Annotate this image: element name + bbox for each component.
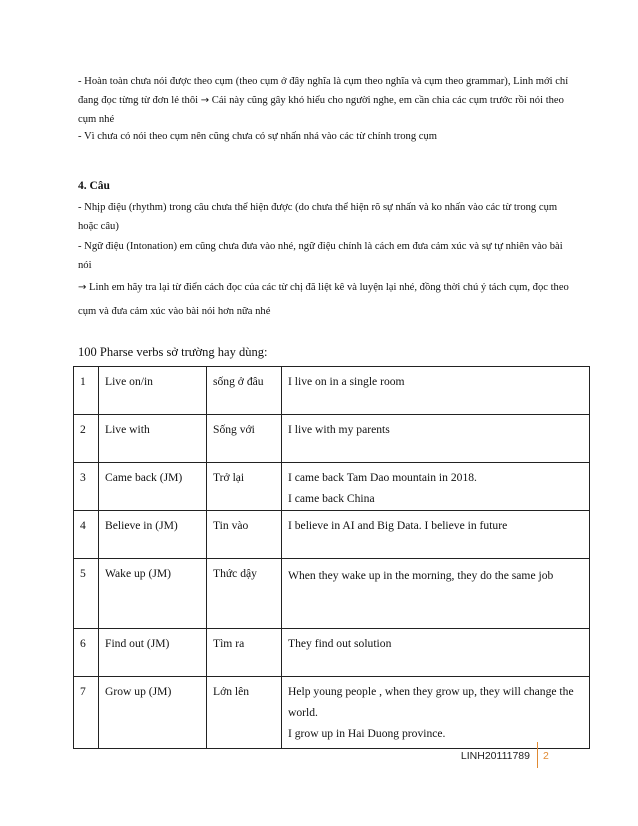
- paragraph-text: - Ngữ điệu (Intonation) em cũng chưa đưa vào nhé, ngữ điệu chính là cách em đưa cảm xúc và sự tự nhiên vào bài nói: [78, 241, 563, 271]
- phrasal-verb: Believe in (JM): [99, 511, 207, 559]
- verb-example: [282, 463, 590, 511]
- verb-meaning: Thức dậy: [207, 559, 282, 629]
- verb-meaning: Trở lại: [207, 463, 282, 511]
- verb-example: [282, 415, 590, 463]
- row-number: 3: [74, 463, 99, 511]
- page-number: 2: [543, 750, 549, 762]
- paragraph-text: Cái này cũng gây khó hiểu cho người nghe, em cần chia các cụm trước rồi nói theo cụm nhé: [78, 95, 564, 125]
- table-row: [74, 629, 590, 677]
- paragraph-stress: [78, 127, 578, 146]
- phrasal-verb: Live on/in: [99, 367, 207, 415]
- table-row: [74, 677, 590, 749]
- verb-meaning: sống ở đâu: [207, 367, 282, 415]
- paragraph-intonation: [78, 237, 578, 275]
- example-line: I live with my parents: [288, 423, 390, 436]
- example-line: I live on in a single room: [288, 375, 405, 388]
- row-number: 7: [74, 677, 99, 749]
- table-intro: 100 Pharse verbs sở trường hay dùng:: [78, 345, 268, 359]
- phrasal-verb: Live with: [99, 415, 207, 463]
- paragraph-advice: [78, 276, 578, 324]
- example-line: I came back China: [288, 492, 375, 505]
- table-row: [74, 463, 590, 511]
- table-row: [74, 511, 590, 559]
- footer-author-id: LINH20111789: [460, 750, 530, 762]
- verb-meaning: Lớn lên: [207, 677, 282, 749]
- example-line: They find out solution: [288, 637, 392, 650]
- phrasal-verb: Wake up (JM): [99, 559, 207, 629]
- phrasal-verb: Came back (JM): [99, 463, 207, 511]
- example-line: Help young people , when they grow up, they will change the world.: [288, 685, 574, 719]
- verb-example: [282, 367, 590, 415]
- paragraph-text: Linh em hãy tra lại từ điển cách đọc của các từ chị đã liệt kê và luyện lại nhé, đồng thời chú ý tách cụm, đọc theo cụm và đưa cảm xúc vào bài nói hơn nữa nhé: [78, 282, 569, 317]
- row-number: 5: [74, 559, 99, 629]
- verb-meaning: Tìm ra: [207, 629, 282, 677]
- paragraph-rhythm: [78, 198, 578, 236]
- phrasal-verb: Find out (JM): [99, 629, 207, 677]
- example-line: When they wake up in the morning, they do the same job: [288, 569, 554, 582]
- row-number: 2: [74, 415, 99, 463]
- arrow-right-icon: →: [200, 95, 210, 106]
- paragraph-text: - Nhịp điệu (rhythm) trong câu chưa thể hiện được (do chưa thể hiện rõ sự nhấn và ko nhấn vào các từ trong cụm hoặc câu): [78, 202, 558, 232]
- section-heading: 4. Câu: [78, 180, 110, 192]
- example-line: I believe in AI and Big Data. I believe in future: [288, 519, 508, 532]
- phrasal-verb: Grow up (JM): [99, 677, 207, 749]
- table-row: [74, 415, 590, 463]
- table-row: [74, 367, 590, 415]
- verb-example: [282, 629, 590, 677]
- verb-example: [282, 559, 590, 629]
- verb-example: [282, 511, 590, 559]
- verb-meaning: Tin vào: [207, 511, 282, 559]
- paragraph-phrasing: [78, 72, 578, 129]
- verb-meaning: Sống với: [207, 415, 282, 463]
- phrasal-verbs-table: [73, 366, 590, 749]
- example-line: I came back Tam Dao mountain in 2018.: [288, 471, 477, 484]
- paragraph-text: - Vì chưa có nói theo cụm nên cũng chưa có sự nhấn nhá vào các từ chính trong cụm: [78, 131, 438, 142]
- row-number: 6: [74, 629, 99, 677]
- footer-divider: [537, 742, 538, 768]
- arrow-right-icon: →: [78, 282, 87, 293]
- row-number: 1: [74, 367, 99, 415]
- row-number: 4: [74, 511, 99, 559]
- paragraph-text: - Hoàn toàn chưa nói được theo cụm (theo cụm ở đây nghĩa là cụm theo nghĩa và cụm theo grammar), Linh mới chỉ đang đọc từng từ đơn lẻ thôi: [78, 76, 569, 106]
- table-row: [74, 559, 590, 629]
- verb-example: [282, 677, 590, 749]
- example-line: I grow up in Hai Duong province.: [288, 727, 446, 740]
